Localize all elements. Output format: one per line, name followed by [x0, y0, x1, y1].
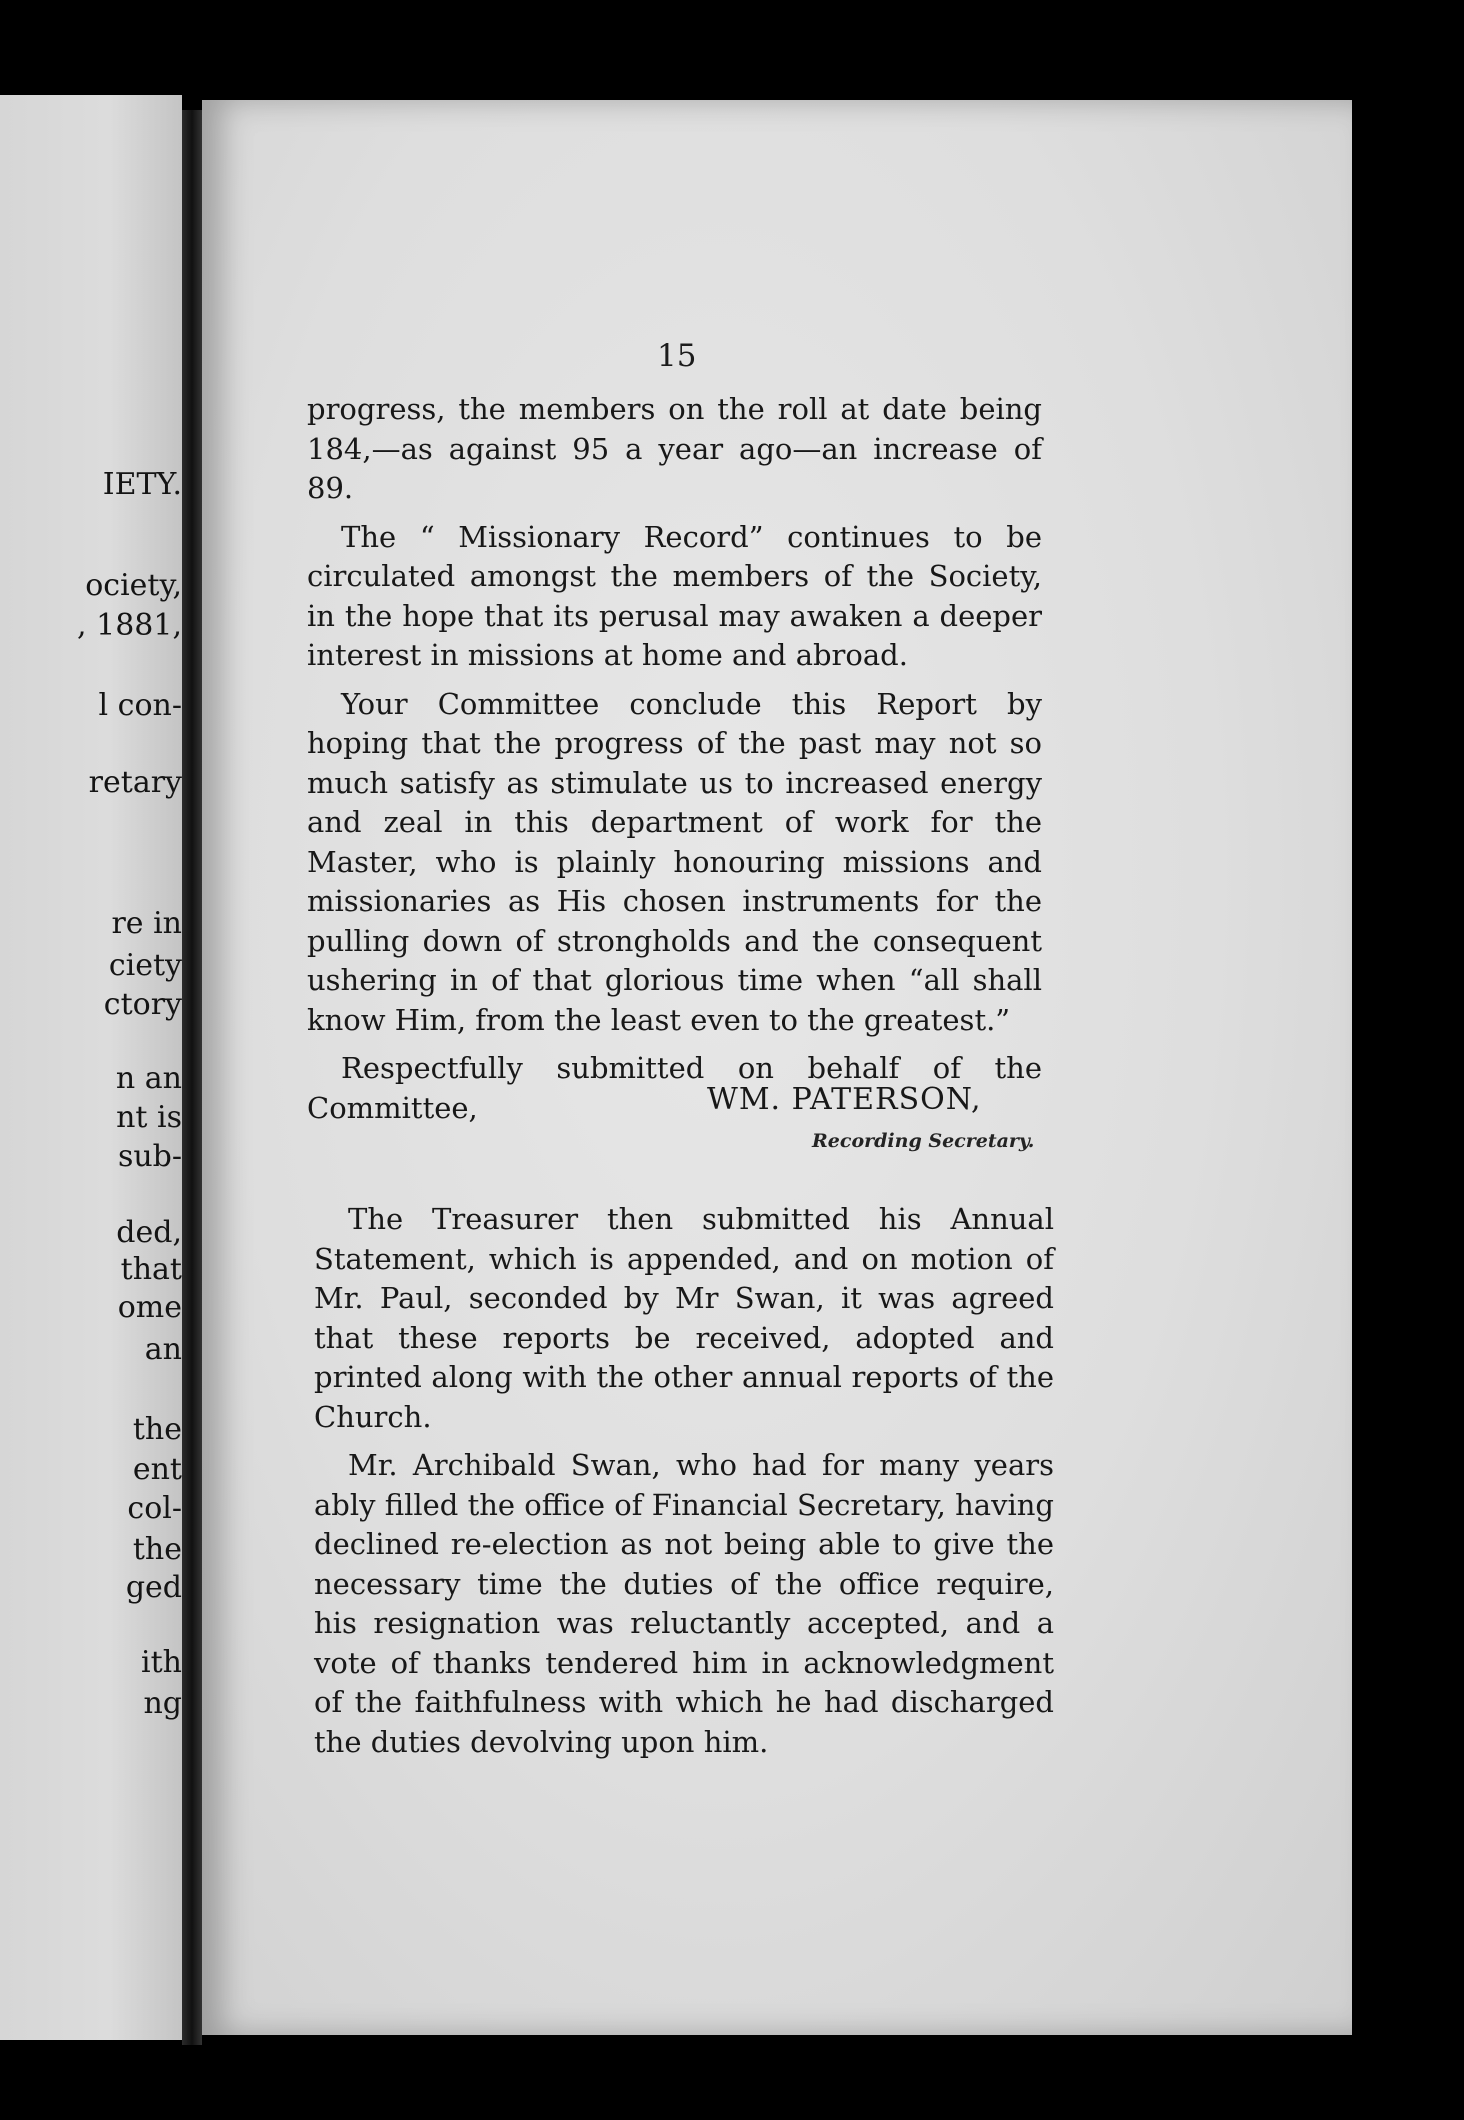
paragraph: Mr. Archibald Swan, who had for many years ably filled the office of Financial Secretary, having declined re-election as not being able to give the necessary time the duties of the office require, his resignation was reluctantly accepted, and a vote of thanks tendered him in acknowledgment of the faithfulness with which he had discharged the duties devolving upon him.: [314, 1448, 1054, 1759]
facing-page-line: ctory: [103, 987, 182, 1022]
facing-page-line: nt is: [116, 1100, 182, 1135]
page: [202, 100, 1352, 2035]
facing-page-line: n an: [115, 1061, 182, 1096]
facing-page-line: l con-: [98, 688, 182, 723]
facing-page-line: the: [132, 1412, 182, 1447]
page-number: 15: [657, 338, 697, 374]
signature-title: Recording Secretary.: [812, 1130, 1035, 1152]
facing-page-line: ciety: [108, 948, 182, 983]
facing-page-line: ociety,: [85, 568, 182, 603]
facing-page-line: an: [144, 1332, 182, 1367]
facing-page-line: sub-: [117, 1139, 182, 1174]
facing-page-line: ng: [143, 1686, 182, 1721]
book-gutter: [182, 110, 202, 2045]
facing-page-fragment: [0, 95, 182, 2040]
paragraph: Your Committee conclude this Report by hoping that the progress of the past may not so much satisfy as stimulate us to increased energy and zeal in this department of work for the Master, who is plainly honouring missions and missionaries as His chosen instruments for the pulling down of strongholds and the consequent ushering in of that glorious time when “all shall know Him, from the least even to the greatest.”: [307, 686, 1042, 1037]
facing-page-line: the: [132, 1532, 182, 1567]
paragraph: The Treasurer then submitted his Annual Statement, which is appended, and on motion of Mr. Paul, seconded by Mr Swan, it was agreed that these reports be received, adopted and printed along with the other annual reports of the Church.: [314, 1202, 1054, 1434]
facing-page-line: ded,: [116, 1215, 182, 1250]
facing-page-line: retary: [88, 765, 182, 800]
facing-page-line: , 1881,: [77, 608, 182, 643]
signature-name: WM. PATERSON,: [707, 1082, 982, 1117]
report-body: [307, 390, 1042, 1137]
facing-page-line: ged: [125, 1570, 182, 1605]
facing-page-line: col-: [127, 1491, 182, 1526]
paragraph: The “ Missionary Record” continues to be circulated amongst the members of the Society, in the hope that its perusal may awaken a deeper interest in missions at home and abroad.: [307, 519, 1042, 672]
paragraph: progress, the members on the roll at date being 184,—as against 95 a year ago—an increase of 89.: [307, 392, 1042, 505]
facing-page-line: re in: [111, 906, 182, 941]
facing-page-line: ith: [141, 1645, 182, 1680]
minutes-body: [314, 1200, 1054, 1771]
facing-page-line: ome: [117, 1290, 182, 1325]
facing-page-line: ent: [132, 1452, 182, 1487]
paragraph: Respectfully submitted on behalf of the Committee,: [307, 1051, 1042, 1125]
facing-page-line: IETY.: [102, 467, 182, 502]
facing-page-line: that: [120, 1252, 182, 1287]
